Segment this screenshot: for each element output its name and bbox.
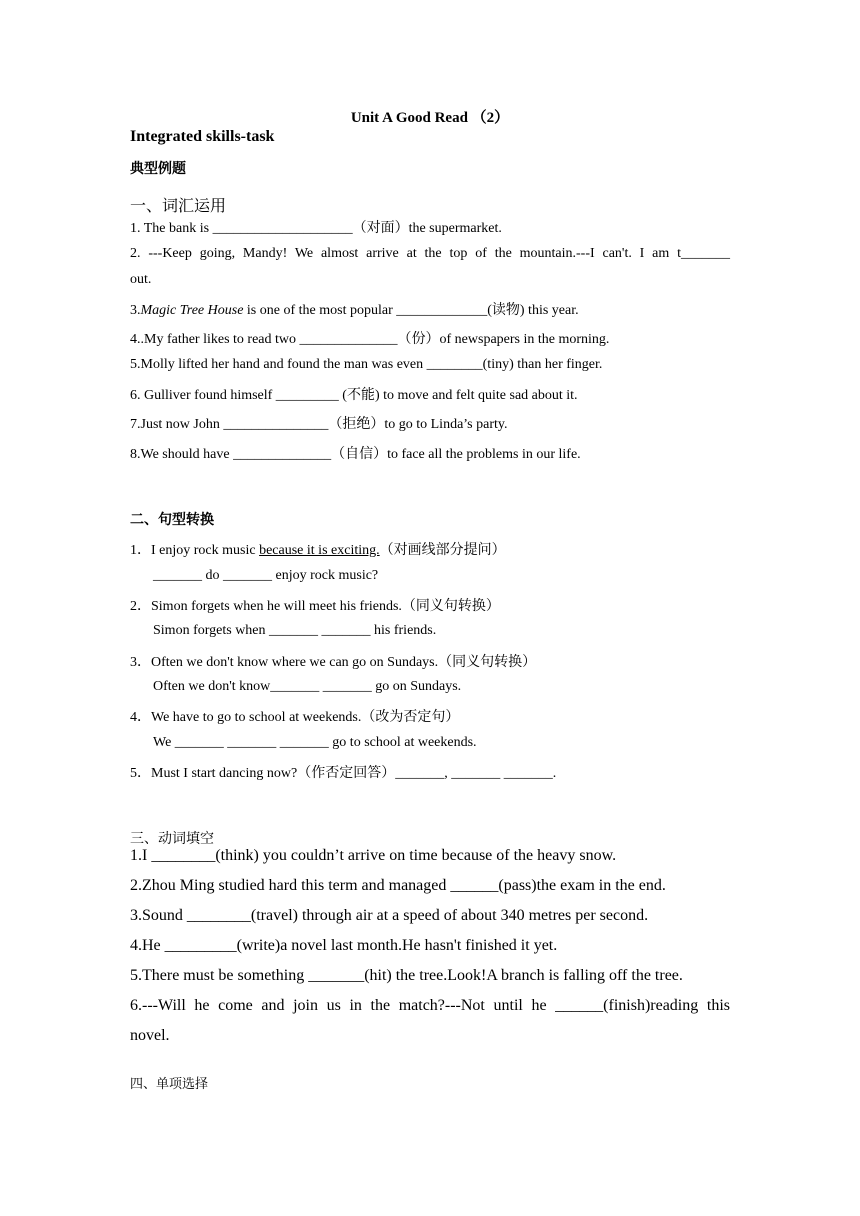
book-title: Magic Tree House (140, 303, 244, 318)
vocab-item-2: 2. ---Keep going, Mandy! We almost arrive at the top of the mountain.---I can't. I am t_______ (130, 246, 730, 261)
transform-q5: 5．Must I start dancing now?（作否定回答）_______, _______ _______. (130, 766, 557, 781)
verb-item-1: 1.I ________(think) you couldn’t arrive on time because of the heavy snow. (130, 847, 617, 864)
vocab-item-7: 7.Just now John _______________（拒绝）to go to Linda’s party. (130, 417, 508, 432)
transform-q3: 3．Often we don't know where we can go on Sundays.（同义句转换） (130, 655, 537, 670)
transform-q3-answer: Often we don't know_______ _______ go on Sundays. (153, 679, 462, 694)
vocab-item-1: 1. The bank is ____________________（对面）the supermarket. (130, 221, 502, 236)
transform-q2-answer: Simon forgets when _______ _______ his friends. (153, 623, 437, 638)
transform-q1-answer: _______ do _______ enjoy rock music? (153, 568, 379, 583)
example-label: 典型例题 (130, 161, 186, 177)
transform-q1-instruction: （对画线部分提问） (379, 543, 506, 558)
vocab-item-3 (130, 299, 579, 319)
section-heading-vocabulary: 一、词汇运用 (130, 196, 227, 215)
verb-item-4: 4.He _________(write)a novel last month.He hasn't finished it yet. (130, 937, 558, 954)
section-heading-verb-fill: 三、动词填空 (130, 831, 214, 847)
vocab-item-8: 8.We should have ______________（自信）to face all the problems in our life. (130, 447, 581, 462)
section-heading-multiple-choice: 四、单项选择 (130, 1077, 209, 1092)
page-title: Unit A Good Read （2） (350, 110, 510, 126)
transform-q1-text: 1．I enjoy rock music (130, 543, 260, 558)
section-heading-sentence-transform: 二、句型转换 (130, 512, 214, 528)
verb-item-6: 6.---Will he come and join us in the match?---Not until he ______(finish)reading this (130, 997, 730, 1014)
transform-q4-answer: We _______ _______ _______ go to school at weekends. (153, 735, 477, 750)
vocab-item-4: 4..My father likes to read two ______________（份）of newspapers in the morning. (130, 332, 610, 347)
vocab-item-3-text: is one of the most popular _____________(读物) this year. (243, 303, 579, 318)
page-subtitle: Integrated skills-task (130, 128, 275, 145)
vocab-item-6: 6. Gulliver found himself _________ (不能) to move and felt quite sad about it. (130, 388, 578, 403)
transform-q2: 2．Simon forgets when he will meet his friends.（同义句转换） (130, 599, 500, 614)
vocab-item-3-number: 3. (130, 303, 141, 318)
verb-item-5: 5.There must be something _______(hit) the tree.Look!A branch is falling off the tree. (130, 967, 683, 984)
verb-item-6-cont: novel. (130, 1027, 170, 1044)
verb-item-2: 2.Zhou Ming studied hard this term and managed ______(pass)the exam in the end. (130, 877, 666, 894)
underlined-part: because it is exciting. (259, 543, 380, 558)
transform-q1 (130, 539, 506, 559)
transform-q4: 4．We have to go to school at weekends.（改为否定句） (130, 710, 460, 725)
verb-item-3: 3.Sound ________(travel) through air at a speed of about 340 metres per second. (130, 907, 649, 924)
vocab-item-5: 5.Molly lifted her hand and found the man was even ________(tiny) than her finger. (130, 357, 603, 372)
vocab-item-2-cont: out. (130, 272, 152, 287)
